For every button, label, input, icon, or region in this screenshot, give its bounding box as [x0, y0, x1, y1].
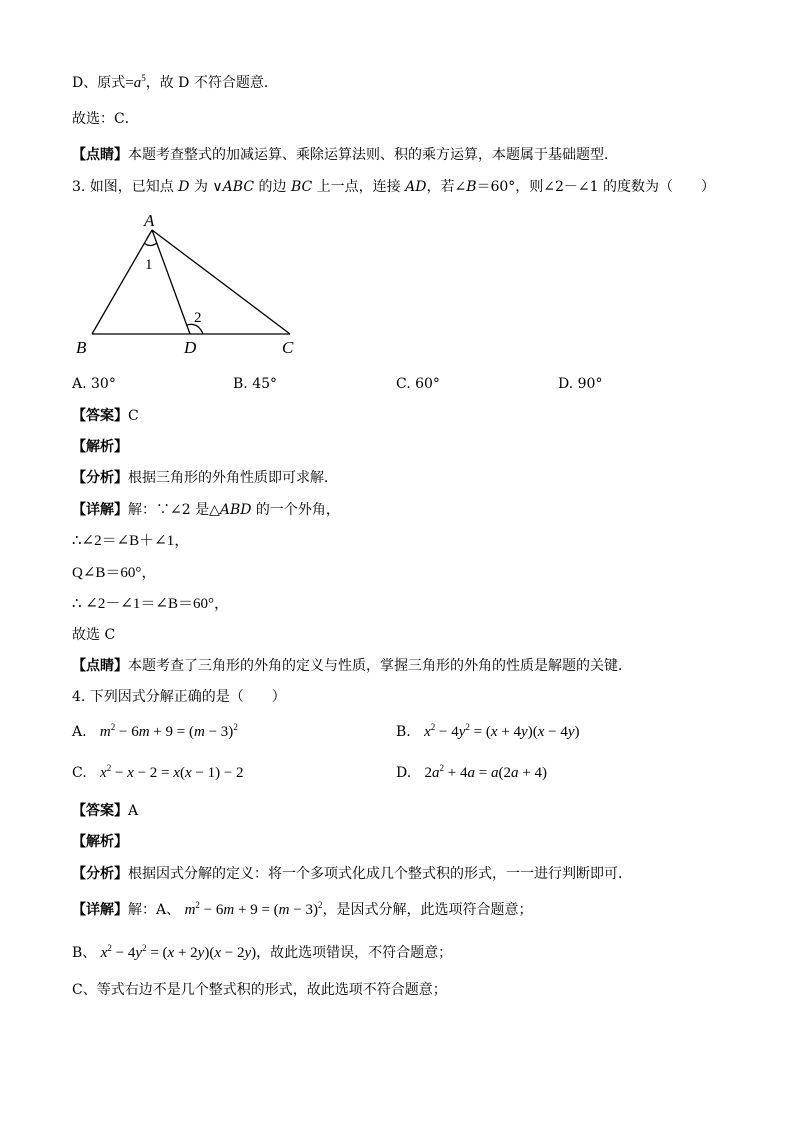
q3-detail-line-2: ∴∠2＝∠B＋∠1， — [72, 533, 190, 549]
q4-detail-line-a: 【详解】解：A、 $m^2 - 6m + 9 = (m - 3)^2$，是因式分解，此选项符合题意； — [72, 900, 533, 918]
comment-tag: 【点睛】 — [72, 147, 128, 163]
q4-option-a: A. $m^2 - 6m + 9 = (m - 3)^2$ — [72, 722, 238, 740]
q3-analysis-tag: 【解析】 — [72, 439, 128, 455]
q3-fenxi: 【分析】根据三角形的外角性质即可求解． — [72, 470, 338, 486]
label-a: A — [144, 211, 155, 230]
q3-title: 3. 如图，已知点 D 为 ∨ABC 的边 BC 上一点，连接 AD，若∠B＝60°，则∠2－∠1 的度数为（ ） — [72, 179, 716, 195]
label-c: C — [282, 338, 294, 357]
q3-option-c: C. 60° — [396, 376, 440, 392]
q4-option-d: D. $2a^2 + 4a = a(2a + 4)$ — [396, 763, 547, 781]
q3-comment: 【点睛】本题考查了三角形的外角的定义与性质，掌握三角形的外角的性质是解题的关键． — [72, 658, 632, 674]
q3-option-d: D. 90° — [558, 376, 603, 392]
q4-answer: 【答案】A — [72, 803, 139, 819]
q4-analysis-tag: 【解析】 — [72, 834, 128, 850]
q4-title: 4. 下列因式分解正确的是（ ） — [72, 689, 286, 705]
label-b: B — [76, 338, 87, 357]
label-angle-1: 1 — [145, 257, 153, 273]
q4-option-b: B. $x^2 - 4y^2 = (x + 4y)(x - 4y)$ — [396, 722, 580, 740]
label-angle-2: 2 — [194, 310, 202, 326]
choose-c-line: 故选：C． — [72, 111, 139, 127]
q4-option-c: C. $x^2 - x - 2 = x(x - 1) - 2$ — [72, 763, 244, 781]
q3-detail-line-4: ∴ ∠2－∠1＝∠B＝60°， — [72, 596, 230, 612]
q4-detail-line-b: B、 $x^2 - 4y^2 = (x + 2y)(x - 2y)$，故此选项错误，不符合题意； — [72, 943, 453, 961]
q3-detail-line-1: 【详解】解：∵∠2 是△ABD 的一个外角， — [72, 502, 340, 518]
q3-option-a: A. 30° — [72, 376, 116, 392]
q3-choose: 故选 C — [72, 627, 116, 643]
q3-answer: 【答案】C — [72, 408, 139, 424]
q4-detail-line-c: C、等式右边不是几个整式积的形式，故此选项不符合题意； — [72, 982, 447, 998]
d-option-conclusion: D、原式$=a^5$，故 D 不符合题意． — [72, 73, 278, 91]
segment-ab — [92, 230, 152, 334]
angle-1-arc — [144, 243, 157, 246]
q3-option-b: B. 45° — [233, 376, 278, 392]
q4-fenxi: 【分析】根据因式分解的定义：将一个多项式化成几个整式积的形式，一一进行判断即可． — [72, 866, 632, 882]
q3-detail-line-3: Q∠B＝60°， — [72, 565, 157, 581]
comment-line-1: 【点睛】本题考查整式的加减运算、乘除运算法则、积的乘方运算，本题属于基础题型． — [72, 147, 618, 163]
segment-ad — [152, 230, 190, 334]
segment-ac — [152, 230, 290, 334]
label-d: D — [184, 338, 197, 357]
triangle-figure — [70, 210, 310, 360]
